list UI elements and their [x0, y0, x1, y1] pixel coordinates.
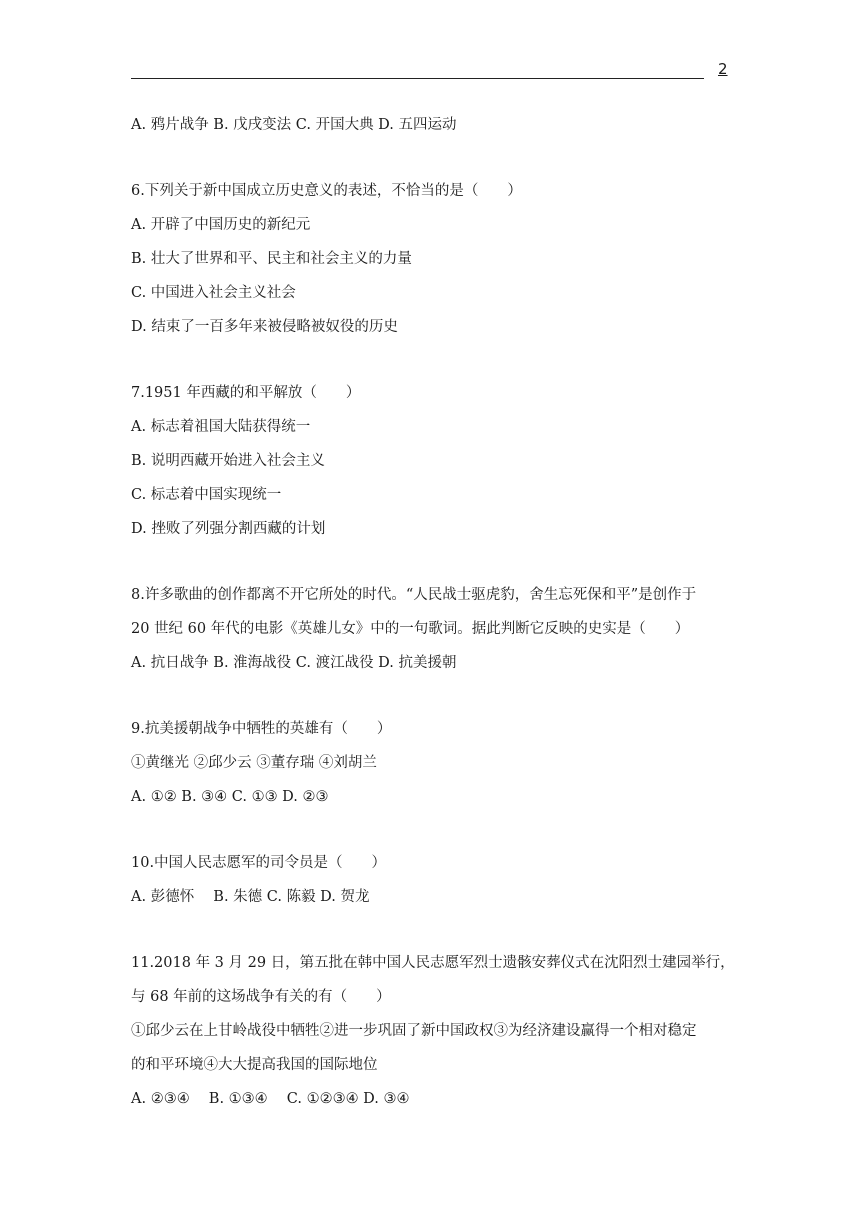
question-options: A. ①② B. ③④ C. ①③ D. ②③ — [131, 789, 329, 805]
page-number: 2 — [718, 60, 728, 78]
option-c: C. 中国进入社会主义社会 — [131, 285, 296, 301]
header-rule — [131, 78, 704, 79]
question-stem: 6.下列关于新中国成立历史意义的表述，不恰当的是（ ） — [131, 183, 522, 199]
question-stem-line-1: 8.许多歌曲的创作都离不开它所处的时代。“人民战士驱虎豹，舍生忘死保和平”是创作于 — [131, 587, 697, 603]
question-stem: 7.1951 年西藏的和平解放（ ） — [131, 385, 361, 401]
option-d: D. 挫败了列强分割西藏的计划 — [131, 521, 326, 537]
question-11 — [131, 946, 736, 1116]
option-b: B. 说明西藏开始进入社会主义 — [131, 453, 325, 469]
option-c: C. 标志着中国实现统一 — [131, 487, 282, 503]
question-stem: 10.中国人民志愿军的司令员是（ ） — [131, 855, 387, 871]
question-items-line-2: 的和平环境④大大提高我国的国际地位 — [131, 1057, 378, 1073]
question-6 — [131, 174, 736, 344]
option-a: A. 开辟了中国历史的新纪元 — [131, 217, 311, 233]
question-stem-line-1: 11.2018 年 3 月 29 日，第五批在韩中国人民志愿军烈士遗骸安葬仪式在沈阳烈士建园举行， — [131, 955, 735, 971]
option-a: A. 标志着祖国大陆获得统一 — [131, 419, 311, 435]
question-options: A. 彭德怀 B. 朱德 C. 陈毅 D. 贺龙 — [131, 889, 370, 905]
question-options: A. ②③④ B. ①③④ C. ①②③④ D. ③④ — [131, 1091, 410, 1107]
question-items-line-1: ①邱少云在上甘岭战役中牺牲②进一步巩固了新中国政权③为经济建设赢得一个相对稳定 — [131, 1023, 697, 1039]
question-stem-line-2: 20 世纪 60 年代的电影《英雄儿女》中的一句歌词。据此判断它反映的史实是（ ） — [131, 621, 690, 637]
question-7 — [131, 376, 736, 546]
option-d: D. 结束了一百多年来被侵略被奴役的历史 — [131, 319, 398, 335]
question-8 — [131, 578, 736, 680]
question-options: A. 抗日战争 B. 淮海战役 C. 渡江战役 D. 抗美援朝 — [131, 655, 457, 671]
q5-options: A. 鸦片战争 B. 戊戌变法 C. 开国大典 D. 五四运动 — [131, 117, 457, 133]
document-body — [131, 108, 736, 1116]
question-items: ①黄继光 ②邱少云 ③董存瑞 ④刘胡兰 — [131, 755, 377, 771]
option-b: B. 壮大了世界和平、民主和社会主义的力量 — [131, 251, 412, 267]
question-stem: 9.抗美援朝战争中牺牲的英雄有（ ） — [131, 721, 392, 737]
question-9 — [131, 712, 736, 814]
question-10 — [131, 846, 736, 914]
question-stem-line-2: 与 68 年前的这场战争有关的有（ ） — [131, 989, 391, 1005]
